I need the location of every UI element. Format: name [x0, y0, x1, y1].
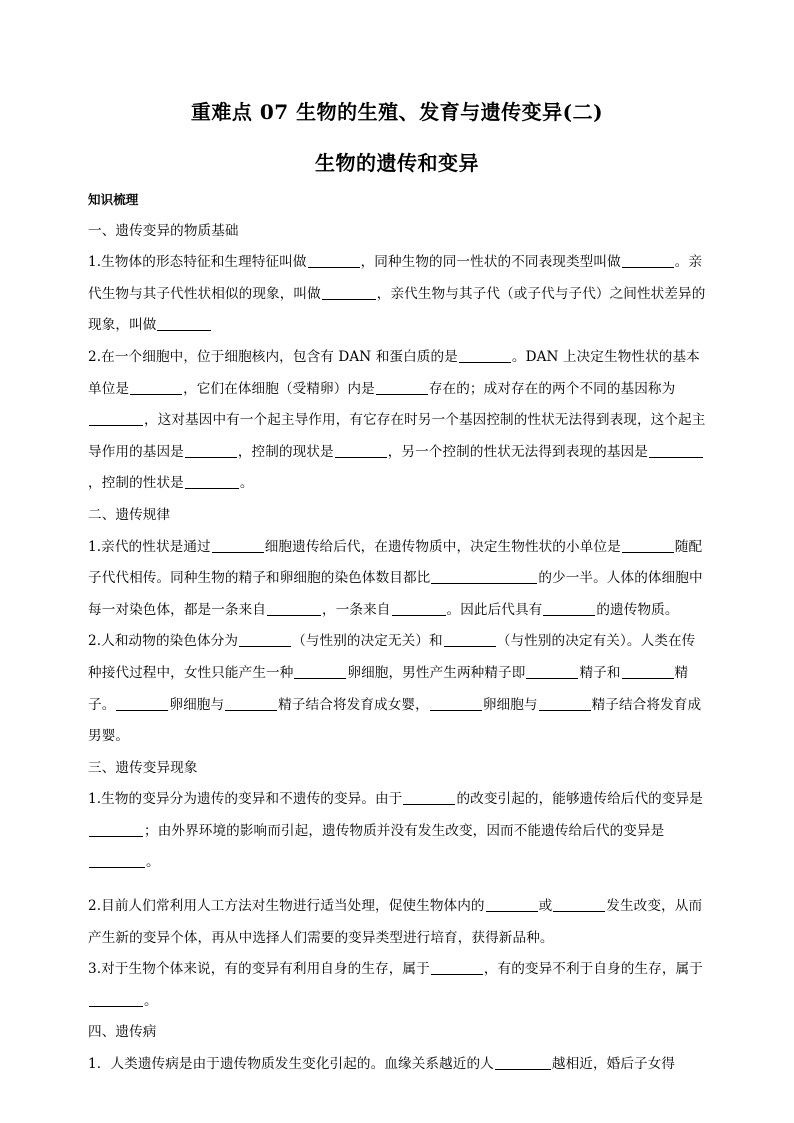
- text-run: 精子结合将发育成女婴，: [278, 696, 429, 713]
- fill-blank[interactable]: [539, 696, 591, 711]
- text-run: 卵细胞与: [169, 696, 225, 713]
- fill-blank[interactable]: [294, 664, 346, 679]
- text-run: ，控制的性状是: [88, 475, 184, 492]
- section-heading-1: 一、遗传变异的物质基础: [88, 222, 239, 239]
- paragraph-6: [88, 891, 708, 954]
- text-run: 。DAN 上决定生物性状的基本单位是: [88, 348, 700, 397]
- fill-blank[interactable]: [225, 696, 277, 711]
- paragraph-3: [88, 532, 708, 627]
- fill-blank[interactable]: [185, 474, 239, 489]
- text-run: （与性别的决定有关）。人类在传种接代过程中，女性只能产生一种: [88, 633, 696, 681]
- fill-blank[interactable]: [486, 897, 538, 912]
- fill-blank[interactable]: [89, 992, 143, 1007]
- text-run: 越相近，婚后子女得: [551, 1056, 676, 1073]
- paragraph-2: [88, 342, 708, 500]
- fill-blank[interactable]: [322, 285, 376, 300]
- text-run: 2.在一个细胞中，位于细胞核内，包含有 DAN 和蛋白质的是: [88, 348, 458, 365]
- fill-blank[interactable]: [543, 601, 595, 616]
- text-run: 随配子代代相传。同种生物的精子和卵细胞的染色体数目都比: [88, 538, 703, 587]
- text-run: 2.人和动物的染色体分为: [88, 633, 239, 650]
- paragraph-8: [88, 1049, 708, 1081]
- text-run: （与性别的决定无关）和: [292, 633, 443, 650]
- fill-blank[interactable]: [526, 664, 578, 679]
- document-body: [88, 184, 708, 1081]
- text-run: 。: [146, 854, 160, 871]
- fill-blank[interactable]: [622, 664, 674, 679]
- fill-blank[interactable]: [403, 790, 455, 805]
- text-run: 的遗传物质。: [596, 601, 679, 618]
- paragraph-5: [88, 784, 708, 879]
- fill-blank[interactable]: [431, 569, 537, 584]
- text-run: ；由外界环境的影响而引起，遗传物质并没有发生改变，因而不能遗传给后代的变异是: [144, 822, 665, 839]
- fill-blank[interactable]: [89, 411, 143, 426]
- fill-blank[interactable]: [116, 696, 168, 711]
- text-run: 2.目前人们常利用人工方法对生物进行适当处理，促使生物体内的: [88, 898, 485, 915]
- text-run: ，控制的现状是: [237, 443, 334, 460]
- fill-blank[interactable]: [308, 253, 360, 268]
- text-run: ，一条来自: [322, 601, 391, 618]
- text-run: 卵细胞，男性产生两种精子即: [347, 664, 526, 681]
- spacer: [88, 879, 708, 891]
- paragraph-1: [88, 247, 708, 342]
- text-run: 。: [144, 992, 158, 1009]
- text-run: 。: [239, 475, 254, 492]
- text-run: 的改变引起的，能够遗传给后代的变异是: [456, 791, 703, 808]
- fill-blank[interactable]: [157, 316, 211, 331]
- text-run: ，亲代生物与其子代（或子代与子代）之间性状差异的现象，叫做: [88, 285, 706, 334]
- fill-blank[interactable]: [622, 253, 674, 268]
- page-subtitle: 生物的遗传和变异: [315, 151, 479, 175]
- text-run: 3.对于生物个体来说，有的变异有利用自身的生存，属于: [88, 961, 430, 978]
- text-run: ，同种生物的同一性状的不同表现类型叫做: [360, 254, 621, 271]
- text-run: 存在的；成对存在的两个不同的基因称为: [428, 380, 676, 397]
- text-run: 精子。: [88, 664, 689, 713]
- section-heading-2: 二、遗传规律: [88, 506, 171, 523]
- fill-blank[interactable]: [431, 960, 483, 975]
- paragraph-7: [88, 954, 708, 1017]
- fill-blank[interactable]: [622, 538, 674, 553]
- text-run: 1．人类遗传病是由于遗传物质发生变化引起的。血缘关系越近的人: [88, 1056, 494, 1073]
- text-run: 发生改变，从而产生新的变异个体，再从中选择人们需要的变异类型进行培育，获得新品种。: [88, 898, 703, 946]
- text-run: 1.生物体的形态特征和生理特征叫做: [88, 254, 307, 271]
- text-run: 1.亲代的性状是通过: [88, 538, 211, 555]
- fill-blank[interactable]: [495, 1055, 551, 1070]
- fill-blank[interactable]: [392, 601, 446, 616]
- fill-blank[interactable]: [267, 601, 321, 616]
- fill-blank[interactable]: [459, 348, 511, 363]
- section-heading-4: 四、遗传病: [88, 1024, 157, 1041]
- text-run: ，有的变异不利于自身的生存，属于: [483, 961, 703, 978]
- section-label-review: 知识梳理: [88, 192, 139, 207]
- fill-blank[interactable]: [430, 696, 482, 711]
- fill-blank[interactable]: [553, 897, 605, 912]
- text-run: 。因此后代具有: [446, 601, 543, 618]
- fill-blank[interactable]: [649, 443, 703, 458]
- fill-blank[interactable]: [89, 822, 143, 837]
- fill-blank[interactable]: [212, 538, 264, 553]
- text-run: 细胞遗传给后代，在遗传物质中，决定生物性状的小单位是: [264, 538, 621, 555]
- paragraph-4: [88, 626, 708, 752]
- fill-blank[interactable]: [89, 853, 145, 868]
- text-run: ，另一个控制的性状无法得到表现的基因是: [387, 443, 648, 460]
- fill-blank[interactable]: [376, 380, 428, 395]
- text-run: 精子结合将发育成男婴。: [88, 696, 702, 745]
- text-run: 的少一半。人体的体细胞中每一对染色体，都是一条来自: [88, 570, 703, 618]
- text-run: ，它们在体细胞（受精卵）内是: [183, 380, 375, 397]
- fill-blank[interactable]: [444, 632, 496, 647]
- fill-blank[interactable]: [335, 443, 387, 458]
- text-run: 精子和: [579, 664, 621, 681]
- text-run: 卵细胞与: [482, 696, 538, 713]
- text-run: 或: [538, 898, 553, 915]
- fill-blank[interactable]: [130, 380, 182, 395]
- text-run: ，这对基因中有一个起主导作用，有它存在时另一个基因控制的性状无法得到表现，这个起主导作用的基因是: [88, 412, 706, 460]
- fill-blank[interactable]: [239, 632, 291, 647]
- fill-blank[interactable]: [185, 443, 237, 458]
- text-run: 。亲代生物与其子代性状相似的现象，叫做: [88, 254, 703, 302]
- page-title: 重难点 07 生物的生殖、发育与遗传变异(二): [190, 100, 604, 124]
- section-heading-3: 三、遗传变异现象: [88, 759, 198, 776]
- text-run: 1.生物的变异分为遗传的变异和不遗传的变异。由于: [88, 791, 403, 808]
